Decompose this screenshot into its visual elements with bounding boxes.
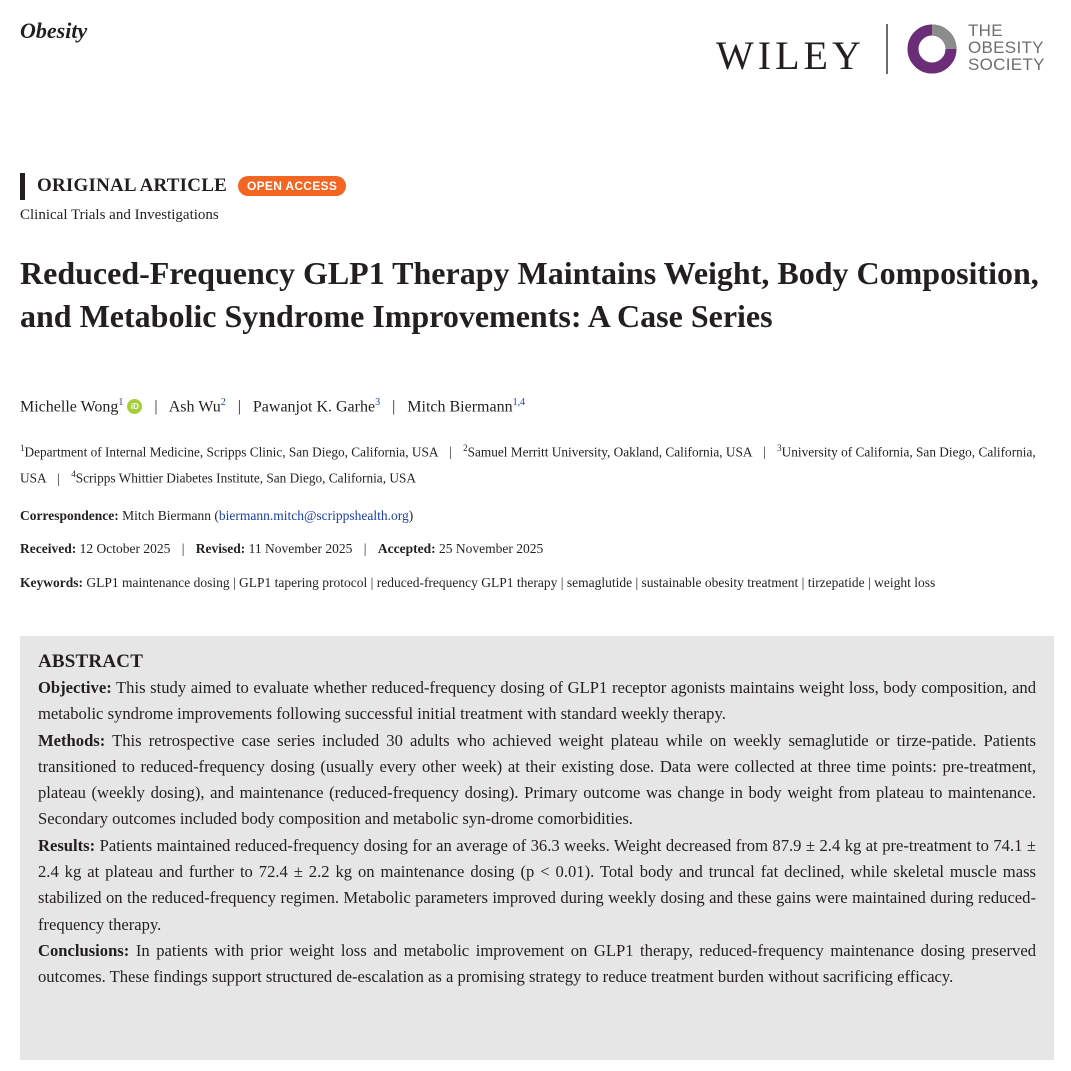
results-text: Patients maintained reduced-frequency dosing for an average of 36.3 weeks. Weight decreased from 87.9 ± 2.4 kg at pre-treatment to 74.1 ± 2.4 kg at plateau and further to 72.4 ± 2.2 kg on maintenance dosing (p < 0.01). Total body and truncal fat declined, while skeletal muscle mass stabilized on the reduced-frequency regimen. Metabolic parameters improved during weekly dosing and these gains were maintained during reduced-frequency therapy. bbox=[38, 835, 1036, 934]
affiliation: University of California, San Diego, California, USA bbox=[20, 444, 1036, 486]
abstract-conclusions bbox=[38, 938, 1036, 991]
conclusions-text: In patients with prior weight loss and metabolic improvement on GLP1 therapy, reduced-frequency maintenance dosing preserved outcomes. These findings support structured de-escalation as a promising strategy to reduce treatment burden without sacrificing efficacy. bbox=[38, 940, 1036, 987]
keywords-label: Keywords: bbox=[20, 575, 83, 590]
article-section: Clinical Trials and Investigations bbox=[20, 207, 219, 223]
correspondence-label: Correspondence: bbox=[20, 508, 119, 523]
objective-label: Objective: bbox=[38, 678, 112, 697]
correspondence: Correspondence: Mitch Biermann (biermann.mitch@scrippshealth.org) bbox=[20, 508, 414, 523]
affil-sup: 2 bbox=[463, 443, 468, 453]
accepted-label: Accepted: bbox=[377, 541, 436, 556]
affil-separator: | bbox=[57, 470, 60, 486]
affil-sup: 1 bbox=[20, 443, 25, 453]
received-date: 12 October 2025 bbox=[79, 541, 171, 556]
society-line: SOCIETY bbox=[968, 55, 1045, 74]
correspondence-name: Mitch Biermann bbox=[122, 508, 211, 523]
author-list bbox=[20, 397, 525, 416]
keywords bbox=[20, 573, 1060, 593]
society-name bbox=[968, 22, 1045, 73]
author-affil-sup: 1 bbox=[118, 397, 124, 408]
affil-sup: 3 bbox=[777, 443, 782, 453]
author-name[interactable]: Mitch Biermann bbox=[407, 398, 513, 416]
article-dates bbox=[20, 541, 543, 557]
revised-date: 11 November 2025 bbox=[248, 541, 353, 556]
abstract-objective bbox=[38, 675, 1036, 728]
author-affil-sup: 2 bbox=[220, 397, 226, 408]
wiley-logo: WILEY bbox=[716, 33, 865, 78]
article-title: Reduced-Frequency GLP1 Therapy Maintains Weight, Body Composition, and Metabolic Syndrome Improvements: A Case Series bbox=[20, 255, 1039, 334]
article-type: ORIGINAL ARTICLE bbox=[37, 175, 227, 196]
affiliations bbox=[20, 437, 1060, 490]
author-affil-sup: 3 bbox=[375, 397, 381, 408]
abstract-box bbox=[20, 636, 1054, 1060]
keywords-text: GLP1 maintenance dosing | GLP1 tapering protocol | reduced-frequency GLP1 therapy | semaglutide | sustainable obesity treatment | tirzepatide | weight loss bbox=[86, 575, 936, 590]
article-type-row bbox=[20, 172, 346, 200]
conclusions-label: Conclusions: bbox=[38, 940, 130, 960]
society-line: OBESITY bbox=[968, 38, 1044, 57]
author-separator: | bbox=[392, 398, 396, 416]
abstract-results bbox=[38, 833, 1036, 938]
article-type-bar bbox=[20, 173, 25, 200]
affil-separator: | bbox=[763, 444, 766, 460]
abstract-heading: ABSTRACT bbox=[38, 651, 144, 672]
methods-text: This retrospective case series included 30 adults who achieved weight plateau while on weekly semaglutide or tirze-patide. Patients transitioned to reduced-frequency dosing (usually every other week) at their existing dose. Data were collected at three time points: pre-treatment, plateau (weekly dosing), and maintenance (reduced-frequency dosing). Primary outcome was change in body weight from plateau to maintenance. Secondary outcomes included body composition and metabolic syn-drome comorbidities. bbox=[38, 730, 1036, 829]
affiliation: Department of Internal Medicine, Scripps Clinic, San Diego, California, USA bbox=[24, 444, 438, 460]
author-separator: | bbox=[154, 398, 158, 416]
results-label: Results: bbox=[38, 835, 96, 855]
accepted-date: 25 November 2025 bbox=[438, 541, 544, 556]
affil-separator: | bbox=[449, 444, 452, 460]
logo-divider bbox=[886, 24, 888, 74]
author-name[interactable]: Pawanjot K. Garhe bbox=[252, 398, 376, 416]
date-separator: | bbox=[363, 541, 367, 556]
date-separator: | bbox=[181, 541, 185, 556]
author-name[interactable]: Michelle Wong bbox=[20, 398, 119, 416]
author-affil-sup: 1,4 bbox=[512, 397, 526, 408]
society-line: THE bbox=[968, 21, 1003, 40]
obesity-society-logo-icon bbox=[906, 23, 958, 75]
received-label: Received: bbox=[20, 541, 77, 556]
affiliation: Samuel Merritt University, Oakland, California, USA bbox=[467, 444, 752, 460]
affiliation: Scripps Whittier Diabetes Institute, San Diego, California, USA bbox=[75, 470, 416, 486]
abstract-methods bbox=[38, 728, 1036, 833]
objective-text: This study aimed to evaluate whether reduced-frequency dosing of GLP1 receptor agonists maintains weight loss, body composition, and metabolic syndrome improvements following successful initial treatment with standard weekly therapy. bbox=[38, 678, 1036, 724]
affil-sup: 4 bbox=[71, 469, 76, 480]
revised-label: Revised: bbox=[195, 541, 246, 556]
journal-name: Obesity bbox=[20, 18, 88, 43]
orcid-icon[interactable]: iD bbox=[127, 399, 142, 414]
methods-label: Methods: bbox=[38, 730, 106, 750]
open-access-badge: OPEN ACCESS bbox=[238, 176, 346, 196]
publisher-logos bbox=[716, 20, 1056, 80]
author-name[interactable]: Ash Wu bbox=[168, 398, 221, 416]
author-separator: | bbox=[237, 398, 241, 416]
correspondence-email-link[interactable]: biermann.mitch@scrippshealth.org bbox=[218, 508, 409, 523]
